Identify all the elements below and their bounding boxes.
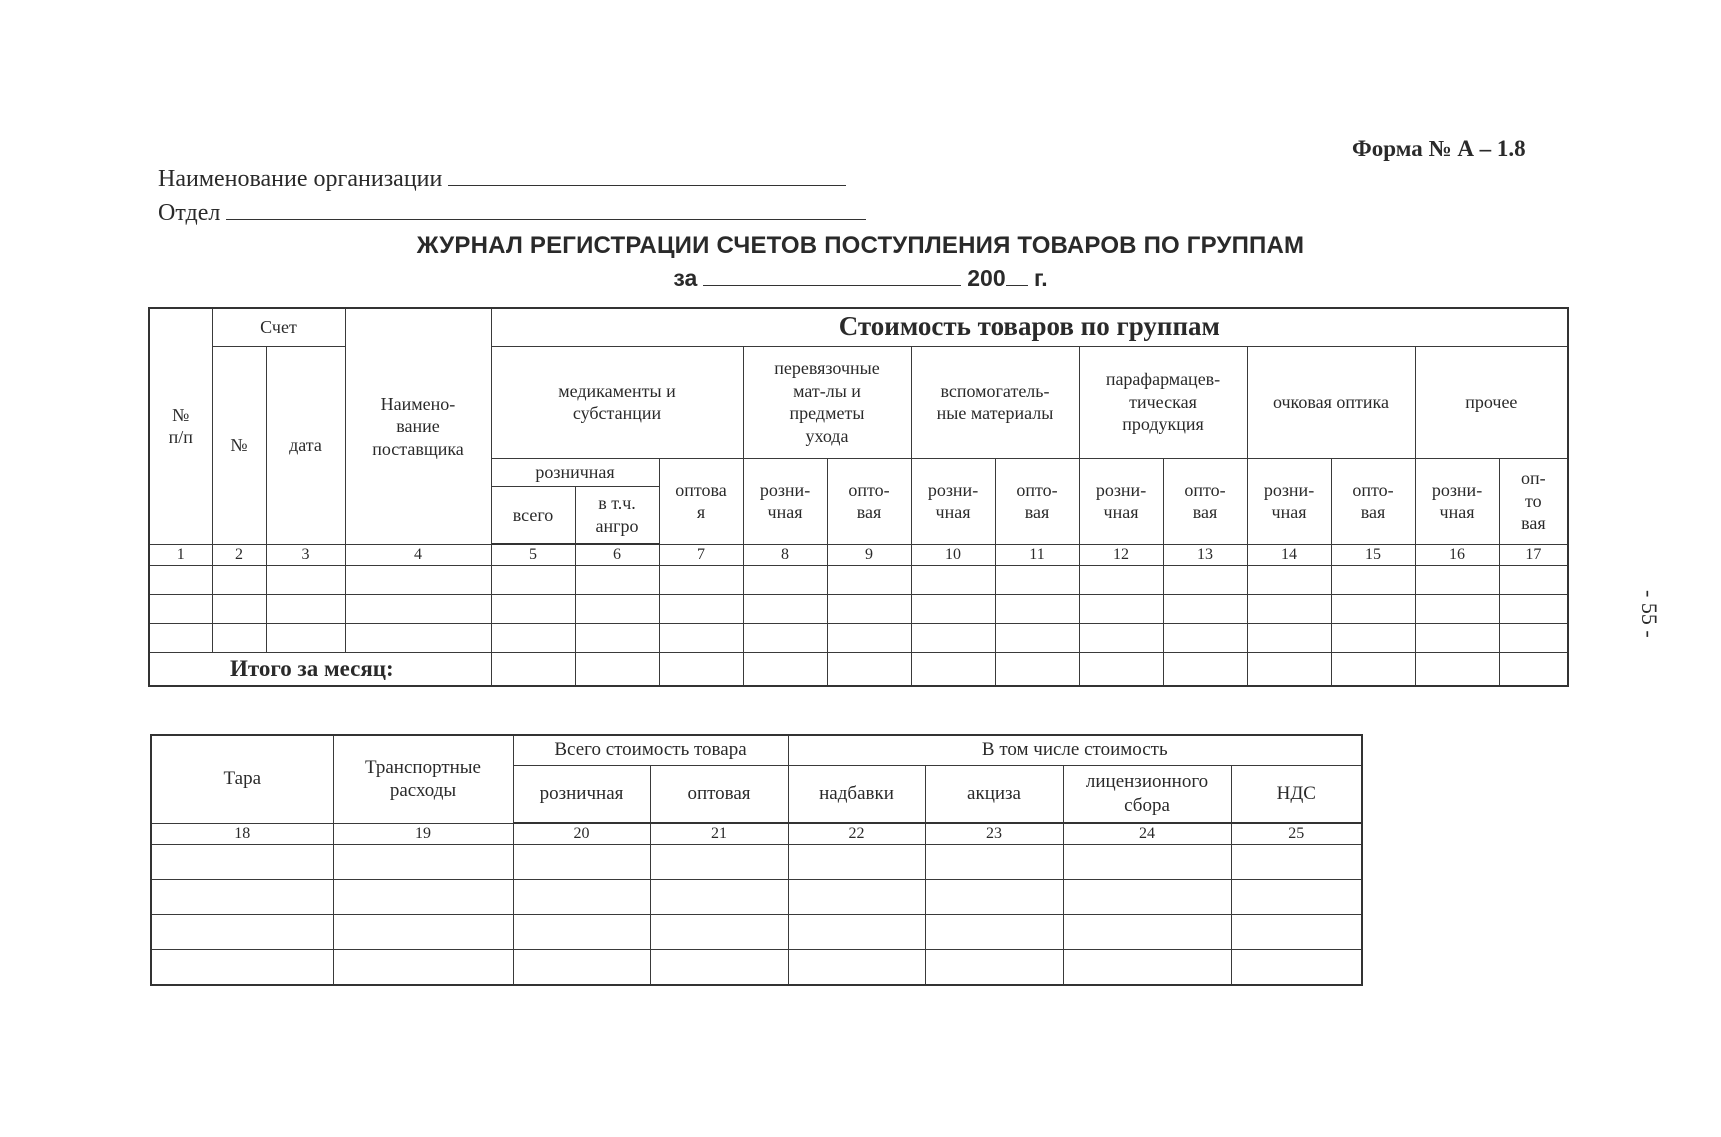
- table-cell[interactable]: [266, 595, 345, 624]
- table-cell[interactable]: [925, 950, 1063, 986]
- table-cell[interactable]: [149, 595, 212, 624]
- license-fee-header: лицензионного сбора: [1063, 765, 1231, 823]
- table-cell[interactable]: [995, 566, 1079, 595]
- period-year: 200: [967, 265, 1006, 291]
- table-cell[interactable]: [575, 624, 659, 653]
- wholesale-header: опто- вая: [1163, 458, 1247, 544]
- excise-header: акциза: [925, 765, 1063, 823]
- table-cell[interactable]: [995, 595, 1079, 624]
- table-cell[interactable]: [266, 566, 345, 595]
- table-cell[interactable]: [513, 915, 650, 950]
- table-cell[interactable]: [149, 624, 212, 653]
- container-header: Тара: [151, 735, 333, 823]
- column-number-row: [149, 544, 1568, 566]
- table-cell[interactable]: [345, 624, 491, 653]
- wholesale-header: опто- вая: [827, 458, 911, 544]
- table-cell[interactable]: [266, 624, 345, 653]
- table-cell[interactable]: [575, 653, 659, 687]
- retail-header: розни- чная: [743, 458, 827, 544]
- table-cell[interactable]: [1331, 624, 1415, 653]
- table-cell[interactable]: [925, 845, 1063, 880]
- table-cell[interactable]: [650, 950, 788, 986]
- group-parapharma: парафармацев- тическая продукция: [1079, 346, 1247, 458]
- group-optics: очковая оптика: [1247, 346, 1415, 458]
- table-row: [149, 566, 1568, 595]
- group-medicines: медикаменты и субстанции: [491, 346, 743, 458]
- column-number: 22: [788, 823, 925, 845]
- wholesale-header: опто- вая: [1331, 458, 1415, 544]
- table-cell[interactable]: [491, 653, 575, 687]
- table-cell[interactable]: [151, 880, 333, 915]
- cost-summary-table: [150, 734, 1363, 986]
- table-row: [151, 845, 1362, 880]
- total-cost-header: Всего стоимость товара: [513, 735, 788, 765]
- table-cell[interactable]: [513, 880, 650, 915]
- table-cell[interactable]: [1063, 845, 1231, 880]
- table-cell[interactable]: [788, 915, 925, 950]
- retail-angro-header: в т.ч. ангро: [575, 486, 659, 544]
- retail-header: розни- чная: [911, 458, 995, 544]
- table-cell[interactable]: [788, 845, 925, 880]
- retail-header: розни- чная: [1079, 458, 1163, 544]
- table-cell[interactable]: [788, 950, 925, 986]
- table-cell[interactable]: [1231, 915, 1362, 950]
- organization-line: [158, 166, 846, 193]
- column-number: 5: [491, 544, 575, 566]
- column-number: 19: [333, 823, 513, 845]
- table-cell[interactable]: [1079, 595, 1163, 624]
- group-dressings: перевязочные мат-лы и предметы ухода: [743, 346, 911, 458]
- table-cell[interactable]: [1247, 566, 1331, 595]
- table-cell[interactable]: [212, 566, 266, 595]
- table-cell[interactable]: [1231, 880, 1362, 915]
- col-rownum-header: № п/п: [149, 308, 212, 544]
- table-cell[interactable]: [513, 845, 650, 880]
- column-number: 16: [1415, 544, 1499, 566]
- table-cell[interactable]: [659, 566, 743, 595]
- table-cell[interactable]: [491, 566, 575, 595]
- table-cell[interactable]: [1163, 653, 1247, 687]
- table-cell[interactable]: [1063, 915, 1231, 950]
- table-cell[interactable]: [1415, 624, 1499, 653]
- period-prefix: за: [673, 265, 698, 291]
- table-cell[interactable]: [659, 595, 743, 624]
- invoice-number-header: №: [212, 346, 266, 544]
- column-number: 9: [827, 544, 911, 566]
- table-cell[interactable]: [491, 595, 575, 624]
- column-number: 12: [1079, 544, 1163, 566]
- invoice-date-header: дата: [266, 346, 345, 544]
- year-field[interactable]: [1006, 284, 1028, 286]
- table-cell[interactable]: [513, 950, 650, 986]
- table-cell[interactable]: [333, 950, 513, 986]
- table-cell[interactable]: [1063, 880, 1231, 915]
- page-number: - 55 -: [1637, 590, 1662, 638]
- invoice-header: Счет: [212, 308, 345, 346]
- wholesale-header: оптовая: [650, 765, 788, 823]
- table-cell[interactable]: [659, 653, 743, 687]
- table-cell[interactable]: [1499, 653, 1568, 687]
- table-cell[interactable]: [788, 880, 925, 915]
- column-number: 11: [995, 544, 1079, 566]
- group-auxiliary: вспомогатель- ные материалы: [911, 346, 1079, 458]
- column-number: 14: [1247, 544, 1331, 566]
- table-cell[interactable]: [151, 845, 333, 880]
- table-cell[interactable]: [743, 624, 827, 653]
- invoice-journal-table: [148, 307, 1569, 687]
- table-cell[interactable]: [1415, 566, 1499, 595]
- table-cell[interactable]: [743, 595, 827, 624]
- journal-title: ЖУРНАЛ РЕГИСТРАЦИИ СЧЕТОВ ПОСТУПЛЕНИЯ ТОВАРОВ ПО ГРУППАМ: [416, 232, 1305, 259]
- table-cell[interactable]: [827, 624, 911, 653]
- retail-header: розничная: [513, 765, 650, 823]
- table-row: [149, 624, 1568, 653]
- table-cell[interactable]: [650, 915, 788, 950]
- column-number: 18: [151, 823, 333, 845]
- column-number: 21: [650, 823, 788, 845]
- table-cell[interactable]: [911, 566, 995, 595]
- table-cell[interactable]: [995, 624, 1079, 653]
- column-number: 15: [1331, 544, 1415, 566]
- table-row: [151, 880, 1362, 915]
- table-cell[interactable]: [149, 566, 212, 595]
- table-cell[interactable]: [827, 566, 911, 595]
- wholesale-header: оп- то вая: [1499, 458, 1568, 544]
- wholesale-header: оптова я: [659, 458, 743, 544]
- column-number: 20: [513, 823, 650, 845]
- group-other: прочее: [1415, 346, 1568, 458]
- column-number: 2: [212, 544, 266, 566]
- column-number: 4: [345, 544, 491, 566]
- table-cell[interactable]: [1331, 595, 1415, 624]
- table-cell[interactable]: [1331, 566, 1415, 595]
- table-cell[interactable]: [151, 915, 333, 950]
- table-cell[interactable]: [333, 845, 513, 880]
- column-number: 7: [659, 544, 743, 566]
- table-cell[interactable]: [1163, 624, 1247, 653]
- markup-header: надбавки: [788, 765, 925, 823]
- table-cell[interactable]: [333, 880, 513, 915]
- table-cell[interactable]: [925, 880, 1063, 915]
- table-row: [149, 595, 1568, 624]
- table-cell[interactable]: [212, 595, 266, 624]
- table-cell[interactable]: [743, 566, 827, 595]
- department-line: [158, 200, 866, 227]
- table-row: [151, 950, 1362, 986]
- wholesale-header: опто- вая: [995, 458, 1079, 544]
- column-number: 6: [575, 544, 659, 566]
- organization-field[interactable]: [448, 184, 846, 186]
- table-cell[interactable]: [1079, 653, 1163, 687]
- column-number: 8: [743, 544, 827, 566]
- table-cell[interactable]: [491, 624, 575, 653]
- table-cell[interactable]: [911, 595, 995, 624]
- table-cell[interactable]: [743, 653, 827, 687]
- period-line: [0, 265, 1721, 292]
- table-cell[interactable]: [911, 624, 995, 653]
- table-cell[interactable]: [1499, 566, 1568, 595]
- table-cell[interactable]: [1499, 595, 1568, 624]
- column-number: 13: [1163, 544, 1247, 566]
- column-number: 17: [1499, 544, 1568, 566]
- department-field[interactable]: [226, 218, 866, 220]
- table-cell[interactable]: [575, 595, 659, 624]
- retail-subheader: розничная: [491, 458, 659, 486]
- table-cell[interactable]: [333, 915, 513, 950]
- vat-header: НДС: [1231, 765, 1362, 823]
- column-number: 25: [1231, 823, 1362, 845]
- table-cell[interactable]: [1415, 653, 1499, 687]
- table-cell[interactable]: [650, 880, 788, 915]
- table-cell[interactable]: [911, 653, 995, 687]
- total-label: Итого за месяц:: [149, 653, 491, 687]
- table-cell[interactable]: [1499, 624, 1568, 653]
- table-cell[interactable]: [345, 595, 491, 624]
- supplier-header: Наимено- вание поставщика: [345, 308, 491, 544]
- table-cell[interactable]: [827, 653, 911, 687]
- organization-label: Наименование организации: [158, 166, 443, 192]
- table-cell[interactable]: [345, 566, 491, 595]
- table-cell[interactable]: [650, 845, 788, 880]
- including-cost-header: В том числе стоимость: [788, 735, 1362, 765]
- department-label: Отдел: [158, 200, 221, 226]
- table-cell[interactable]: [1231, 845, 1362, 880]
- column-number: 24: [1063, 823, 1231, 845]
- column-number: 10: [911, 544, 995, 566]
- table-cell[interactable]: [1331, 653, 1415, 687]
- table-cell[interactable]: [1163, 566, 1247, 595]
- table-cell[interactable]: [1079, 566, 1163, 595]
- retail-header: розни- чная: [1247, 458, 1331, 544]
- total-row: [149, 653, 1568, 687]
- table-cell[interactable]: [1247, 595, 1331, 624]
- form-number: Форма № А – 1.8: [1352, 136, 1526, 161]
- transport-header: Транспортные расходы: [333, 735, 513, 823]
- table-cell[interactable]: [151, 950, 333, 986]
- table-cell[interactable]: [1247, 653, 1331, 687]
- cost-by-group-header: Стоимость товаров по группам: [491, 308, 1568, 346]
- table-cell[interactable]: [212, 624, 266, 653]
- table-cell[interactable]: [1063, 950, 1231, 986]
- column-number: 3: [266, 544, 345, 566]
- table-cell[interactable]: [995, 653, 1079, 687]
- table-cell[interactable]: [1231, 950, 1362, 986]
- table-cell[interactable]: [827, 595, 911, 624]
- table-cell[interactable]: [1247, 624, 1331, 653]
- table-cell[interactable]: [575, 566, 659, 595]
- table-cell[interactable]: [1079, 624, 1163, 653]
- retail-total-header: всего: [491, 486, 575, 544]
- table-row: [151, 915, 1362, 950]
- period-suffix: г.: [1034, 265, 1048, 291]
- table-cell[interactable]: [925, 915, 1063, 950]
- period-field[interactable]: [703, 284, 961, 286]
- table-cell[interactable]: [1415, 595, 1499, 624]
- table-cell[interactable]: [659, 624, 743, 653]
- retail-header: розни- чная: [1415, 458, 1499, 544]
- column-number: 1: [149, 544, 212, 566]
- column-number: 23: [925, 823, 1063, 845]
- column-number-row: [151, 823, 1362, 845]
- table-cell[interactable]: [1163, 595, 1247, 624]
